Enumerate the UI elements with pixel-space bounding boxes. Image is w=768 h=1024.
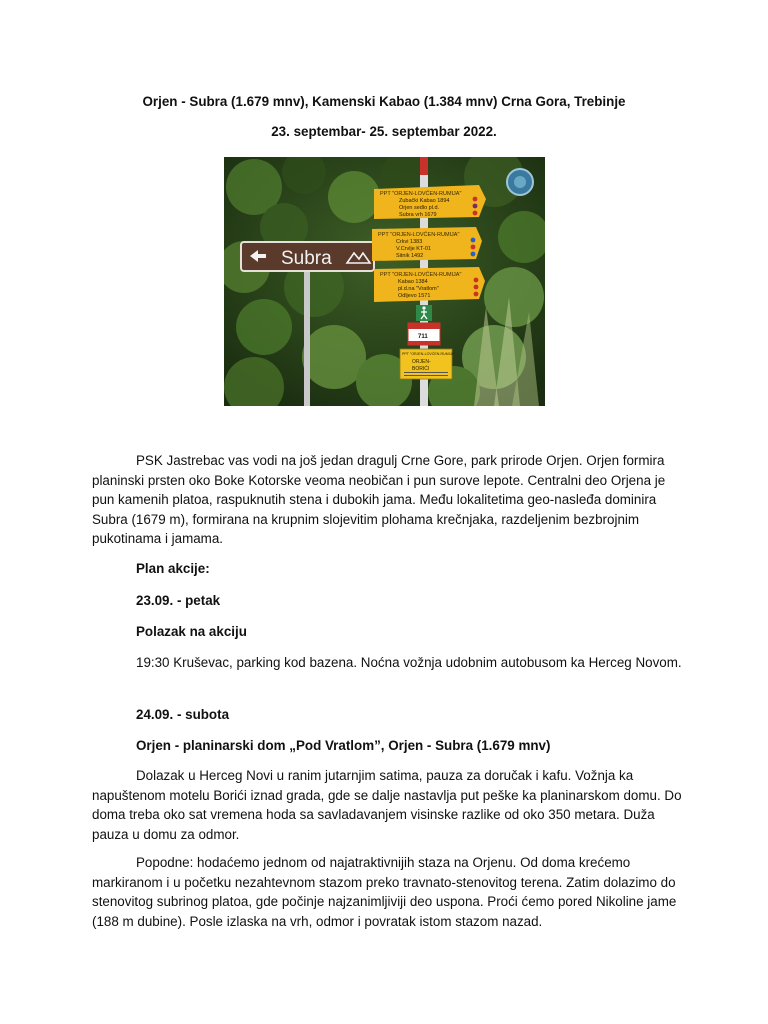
document-dates: 23. septembar- 25. septembar 2022.: [271, 124, 497, 139]
svg-text:pl.d.na "Vratlom": pl.d.na "Vratlom": [398, 286, 439, 292]
svg-text:PPT "ORJEN-LOVĆEN-RUMIJA": PPT "ORJEN-LOVĆEN-RUMIJA": [380, 191, 462, 197]
document-title: Orjen - Subra (1.679 mnv), Kamenski Kabao (1.384 mnv) Crna Gora, Trebinje: [142, 94, 626, 109]
day2-paragraph-2: Popodne: hodaćemo jednom od najatraktivnijih staza na Orjenu. Od doma krećemo markiranom i u početku nezahtevnom stazom preko travnato-stenovitog terena. Zatim dolazimo do stenovitog subrinog platoa, gde počinje najzanimljiviji deo uspona. Proći ćemo pored Nikoline jame (188 m dubine). Posle izlaska na vrh, odmor i povratak istom stazom nazad.: [92, 855, 677, 929]
svg-text:Zubački Kabao 1894: Zubački Kabao 1894: [399, 198, 450, 204]
trail-number-marker: [408, 323, 440, 345]
svg-text:PPT "ORJEN-LOVĆEN-RUMIJA": PPT "ORJEN-LOVĆEN-RUMIJA": [380, 272, 462, 278]
subra-sign-text: Subra: [281, 248, 332, 269]
svg-text:PPT "ORJEN-LOVĆEN-RUMIJA": PPT "ORJEN-LOVĆEN-RUMIJA": [378, 232, 460, 238]
svg-text:Crkvi 1383: Crkvi 1383: [396, 239, 423, 245]
svg-text:Subra vrh 1679: Subra vrh 1679: [399, 212, 437, 218]
day1-heading: 23.09. - petak: [136, 593, 221, 608]
day2-subheading: Orjen - planinarski dom „Pod Vratlom”, Orjen - Subra (1.679 mnv): [136, 738, 551, 753]
day1-subheading: Polazak na akciju: [136, 624, 247, 639]
hiker-icon: [416, 305, 432, 321]
svg-text:ORJEN-: ORJEN-: [412, 359, 431, 365]
plan-heading: Plan akcije:: [136, 561, 210, 576]
svg-text:711: 711: [418, 334, 428, 340]
subra-sign: [241, 242, 374, 271]
svg-text:PPT "ORJEN-LOVĆEN-RUMIJA": PPT "ORJEN-LOVĆEN-RUMIJA": [402, 352, 456, 356]
intro-paragraph: PSK Jastrebac vas vodi na još jedan dragulj Crne Gore, park prirode Orjen. Orjen formira planinski prsten oko Boke Kotorske veoma neobičan i pun surove lepote. Centralni deo Orjena je pun kamenih platoa, raspuknutih stena i dubokih jama. Među lokalitetima geo-nasleđa dominira Subra (1679 m), formirana na krupnim slojevitim plohama krečnjaka, razdeljenim bezbrojnim pukotinama i jamama.: [92, 453, 666, 547]
trail-sign-photo: [224, 157, 545, 406]
yellow-sign-2: [372, 227, 482, 261]
svg-text:Kabao 1384: Kabao 1384: [398, 279, 428, 285]
svg-text:Orjen sedlo pl.d.: Orjen sedlo pl.d.: [399, 205, 440, 211]
day2-paragraph-1: Dolazak u Herceg Novi u ranim jutarnjim satima, pauza za doručak i kafu. Vožnja ka napuštenom motelu Borići iznad grada, gde se dalje nastavlja put peške ka planinarskom domu. Do doma treba oko sat vremena hoda sa savladavanjem visinske razlike od oko 350 metara. Duža pauza u domu za odmor.: [92, 768, 682, 842]
yellow-sign-3: [374, 267, 485, 302]
day1-paragraph: 19:30 Kruševac, parking kod bazena. Noćna vožnja udobnim autobusom ka Herceg Novom.: [136, 655, 682, 670]
yellow-sign-1: [374, 185, 486, 219]
svg-text:Odljevo 1571: Odljevo 1571: [398, 293, 431, 299]
svg-text:BORIĆI: BORIĆI: [412, 366, 430, 372]
svg-text:Sitnik 1492: Sitnik 1492: [396, 253, 424, 259]
svg-text:V.Crvlje KT-01: V.Crvlje KT-01: [396, 246, 431, 252]
day2-heading: 24.09. - subota: [136, 707, 230, 722]
bottom-yellow-sign: [400, 349, 456, 379]
